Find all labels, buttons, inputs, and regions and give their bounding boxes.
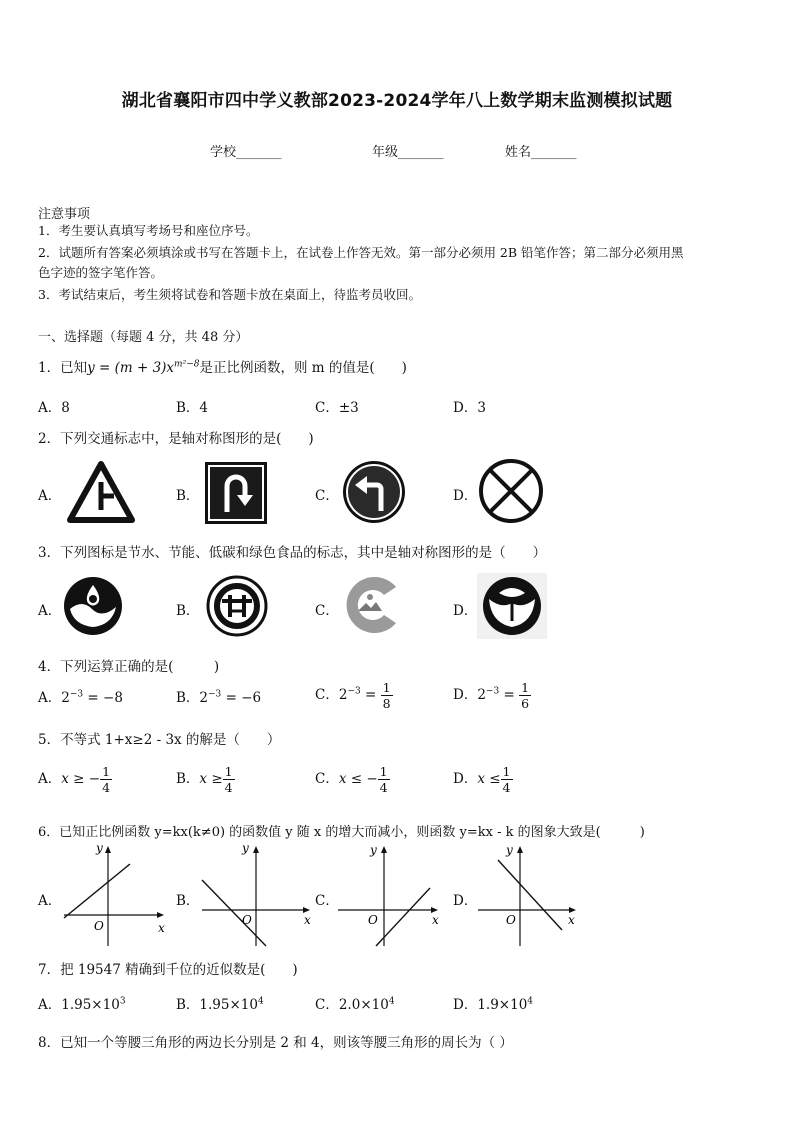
q4-d-num: 1: [521, 680, 530, 695]
water-saving-logo-icon: [62, 575, 124, 637]
q6-label-c[interactable]: C．: [315, 893, 339, 909]
q5-b-den: 4: [224, 780, 233, 795]
q5-option-b[interactable]: [176, 764, 235, 795]
low-carbon-logo-icon: [338, 573, 402, 637]
q5-b-label: B．: [176, 771, 200, 787]
q4-a-exp: −3: [69, 689, 84, 700]
q1-exponent: m²−8: [174, 359, 200, 370]
q6-c-origin: O: [368, 913, 378, 927]
name-field: 姓名_______: [505, 145, 577, 160]
q6-label-a[interactable]: A．: [38, 893, 62, 909]
q6-a-origin: O: [94, 919, 104, 933]
q1-option-b[interactable]: B．4: [176, 400, 209, 416]
q7-d-exp: 4: [527, 996, 534, 1007]
q7-a-base: 1.95×10: [61, 997, 120, 1013]
q6-label-b[interactable]: B．: [176, 893, 200, 909]
q5-b-fraction: [223, 764, 235, 795]
q2-label-c[interactable]: C．: [315, 488, 339, 504]
q5-c-den: 4: [379, 780, 388, 795]
q6-graph-a: [60, 842, 170, 950]
q4-b-label: B．: [176, 690, 200, 706]
q5-d-label: D．: [453, 771, 478, 787]
q5-option-c[interactable]: [315, 764, 390, 795]
q7-c-base: 2.0×10: [338, 997, 389, 1013]
grade-field: 年级_______: [372, 145, 444, 160]
q5-b-lhs: x ≥: [199, 771, 223, 787]
q5-d-lhs: x ≤: [477, 771, 501, 787]
question-4: 4．下列运算正确的是( ): [38, 659, 220, 675]
q3-label-b[interactable]: B．: [176, 603, 200, 619]
q1-option-d[interactable]: D．3: [453, 400, 486, 416]
q1-option-a[interactable]: A．8: [38, 400, 70, 416]
note-item: 1．考生要认真填写考场号和座位序号。: [38, 223, 259, 238]
q6-b-y-label: y: [242, 842, 249, 855]
green-food-logo-icon: [477, 573, 547, 639]
q4-a-base: 2: [61, 690, 70, 706]
section-heading: 一、选择题（每题 4 分，共 48 分）: [38, 330, 249, 345]
q4-option-a[interactable]: [38, 686, 123, 706]
q4-b-exp: −3: [208, 689, 222, 700]
school-field: 学校_______: [210, 145, 282, 160]
q1-formula: y = (m + 3)x: [87, 360, 175, 376]
q5-b-num: 1: [224, 764, 233, 779]
q6-c-x-label: x: [432, 913, 439, 927]
q7-option-b[interactable]: [176, 993, 264, 1013]
q4-option-b[interactable]: [176, 686, 261, 706]
q4-c-fraction: [381, 680, 393, 711]
q7-option-a[interactable]: [38, 993, 126, 1013]
q4-c-num: 1: [382, 680, 391, 695]
q2-label-d[interactable]: D．: [453, 488, 478, 504]
q6-a-x-label: x: [158, 921, 165, 935]
q4-c-eq: =: [360, 687, 381, 703]
q3-label-a[interactable]: A．: [38, 603, 62, 619]
notes-heading: 注意事项: [38, 207, 91, 222]
q4-option-d[interactable]: [453, 680, 531, 711]
q1-option-c[interactable]: C．±3: [315, 400, 359, 416]
energy-saving-logo-icon: [206, 575, 268, 637]
q2-label-a[interactable]: A．: [38, 488, 62, 504]
q4-b-rhs: = −6: [221, 690, 262, 706]
q4-c-label: C．: [315, 687, 339, 703]
q5-c-label: C．: [315, 771, 339, 787]
question-3: 3．下列图标是节水、节能、低碳和绿色食品的标志，其中是轴对称图形的是（ ）: [38, 545, 547, 561]
q6-graph-b: [198, 842, 316, 950]
q7-b-base: 1.95×10: [199, 997, 258, 1013]
note-item: 3．考试结束后，考生须将试卷和答题卡放在桌面上，待监考员收回。: [38, 287, 421, 302]
q7-a-exp: 3: [119, 996, 126, 1007]
q3-label-d[interactable]: D．: [453, 603, 478, 619]
q6-d-origin: O: [506, 913, 516, 927]
q5-option-a[interactable]: [38, 764, 112, 795]
q4-c-den: 8: [382, 696, 391, 711]
question-8: 8．已知一个等腰三角形的两边长分别是 2 和 4，则该等腰三角形的周长为（ ）: [38, 1035, 513, 1051]
q4-c-exp: −3: [347, 686, 361, 697]
question-1: [38, 356, 407, 376]
q3-label-c[interactable]: C．: [315, 603, 339, 619]
note-item: 色字迹的签字笔作答。: [38, 265, 164, 280]
q5-a-num: 1: [102, 764, 111, 779]
q4-d-exp: −3: [485, 686, 500, 697]
q6-d-x-label: x: [568, 913, 575, 927]
left-turn-sign-icon: [341, 459, 407, 525]
question-7: 7．把 19547 精确到千位的近似数是( ): [38, 962, 298, 978]
q7-b-exp: 4: [257, 996, 264, 1007]
q5-d-num: 1: [502, 764, 511, 779]
q5-c-num: 1: [379, 764, 388, 779]
q4-a-rhs: = −8: [83, 690, 123, 706]
q1-post: 是正比例函数，则 m 的值是( ): [199, 360, 407, 376]
q4-d-den: 6: [521, 696, 530, 711]
triangle-warning-sign-icon: [66, 460, 136, 524]
q7-b-label: B．: [176, 997, 200, 1013]
q7-option-d[interactable]: [453, 993, 533, 1013]
q4-c-base: 2: [338, 687, 348, 703]
q5-a-lhs: x ≥ −: [61, 771, 101, 787]
q4-b-base: 2: [199, 690, 209, 706]
q6-graph-c: [334, 842, 446, 950]
q4-d-label: D．: [453, 687, 478, 703]
q4-d-base: 2: [477, 687, 486, 703]
q6-a-y-label: y: [96, 842, 103, 855]
q5-d-den: 4: [502, 780, 511, 795]
q7-c-label: C．: [315, 997, 339, 1013]
q5-a-label: A．: [38, 771, 62, 787]
no-stopping-sign-icon: [477, 457, 545, 525]
q4-a-label: A．: [38, 690, 62, 706]
q6-label-d[interactable]: D．: [453, 893, 478, 909]
q4-d-fraction: [519, 680, 531, 711]
q7-c-exp: 4: [388, 996, 395, 1007]
q6-d-y-label: y: [506, 843, 513, 857]
question-5: 5．不等式 1+x≥2 - 3x 的解是（ ）: [38, 732, 281, 748]
question-6: 6．已知正比例函数 y=kx(k≠0) 的函数值 y 随 x 的增大而减小，则函数 y=kx - k 的图象大致是( ): [38, 825, 645, 840]
q4-option-c[interactable]: [315, 680, 393, 711]
question-2: 2．下列交通标志中，是轴对称图形的是( ): [38, 431, 314, 447]
q6-b-origin: O: [242, 913, 252, 927]
q5-d-fraction: [501, 764, 513, 795]
q7-option-c[interactable]: [315, 993, 395, 1013]
q4-d-eq: =: [499, 687, 520, 703]
u-turn-sign-icon: [205, 462, 267, 524]
q5-option-d[interactable]: [453, 764, 513, 795]
page-title: 湖北省襄阳市四中学义教部2023-2024学年八上数学期末监测模拟试题: [121, 91, 673, 111]
q7-a-label: A．: [38, 997, 62, 1013]
q5-a-den: 4: [102, 780, 111, 795]
q5-c-lhs: x ≤ −: [338, 771, 378, 787]
q5-a-fraction: [100, 764, 112, 795]
q6-b-x-label: x: [304, 913, 311, 927]
q6-graph-d: [474, 842, 582, 950]
q1-pre: 1．已知: [38, 360, 88, 376]
q7-d-label: D．: [453, 997, 478, 1013]
q2-label-b[interactable]: B．: [176, 488, 200, 504]
q5-c-fraction: [378, 764, 390, 795]
note-item: 2．试题所有答案必须填涂或书写在答题卡上，在试卷上作答无效。第一部分必须用 2B 铅笔作答；第二部分必须用黑: [38, 245, 684, 260]
q6-c-y-label: y: [370, 843, 377, 857]
q7-d-base: 1.9×10: [477, 997, 528, 1013]
